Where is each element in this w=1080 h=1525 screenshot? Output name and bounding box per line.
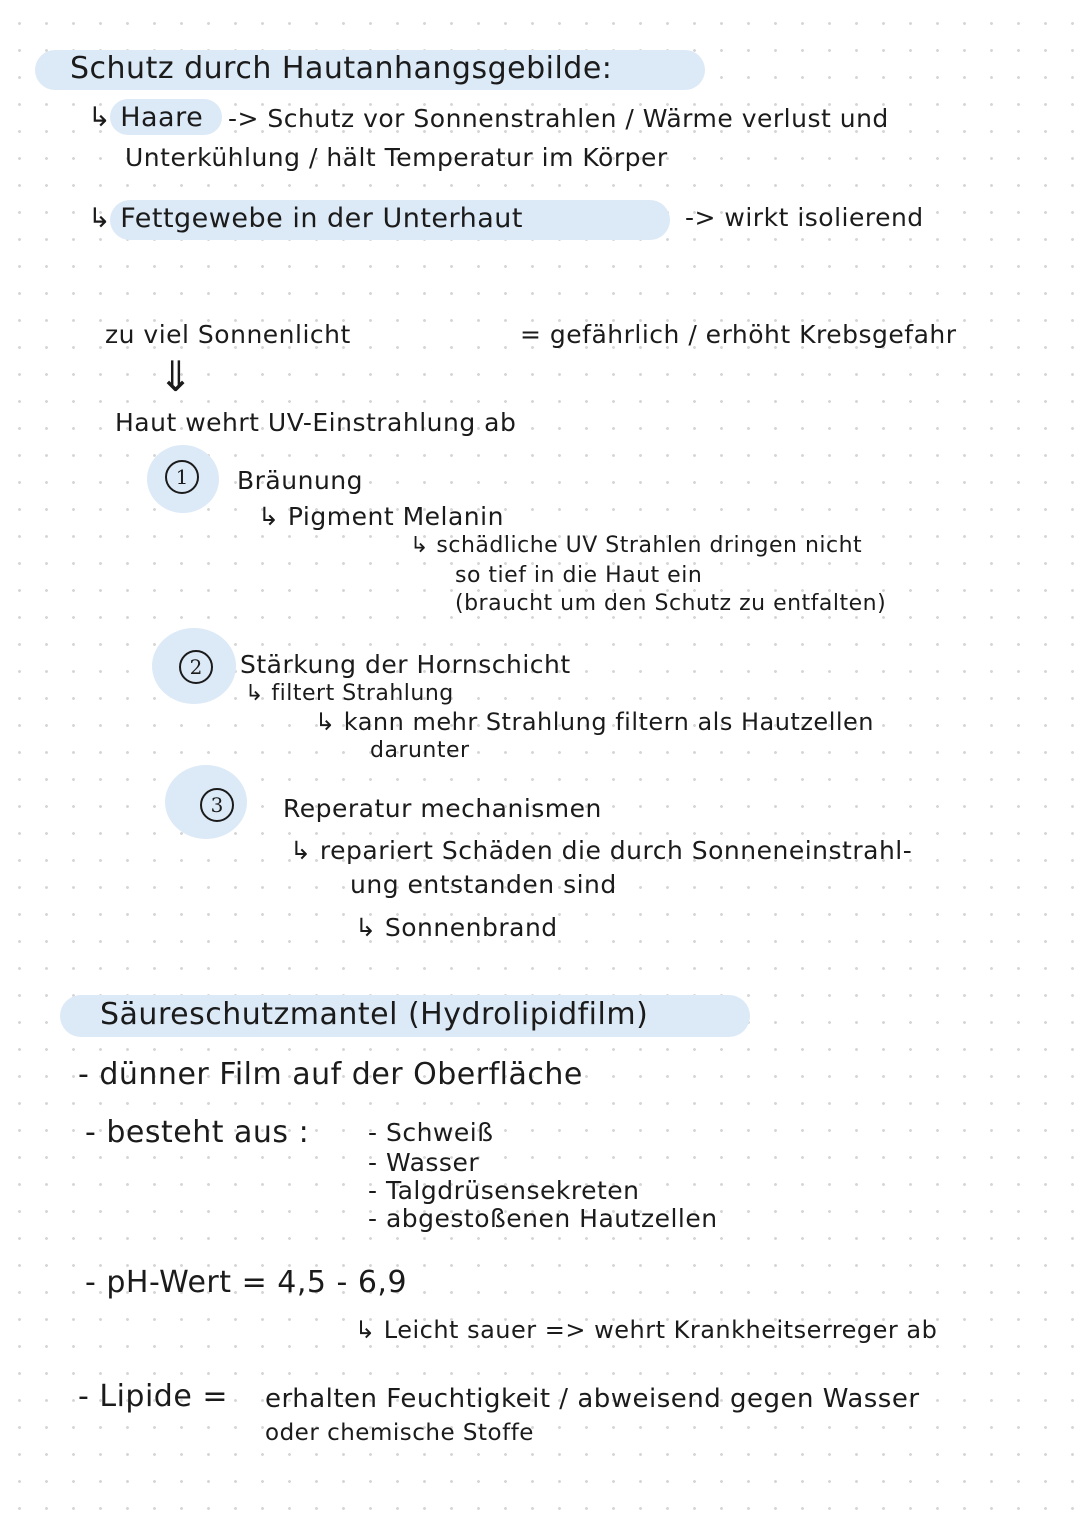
item1-line4: (braucht um den Schutz zu entfalten) [455, 591, 887, 616]
fett-label: ↳ Fettgewebe in der Unterhaut [88, 203, 524, 234]
section1-title: Schutz durch Hautanhangsgebilde: [70, 51, 613, 86]
component-2: - Wasser [368, 1148, 480, 1177]
item1-line2: ↳ schädliche UV Strahlen dringen nicht [410, 533, 863, 558]
item3-line1: ↳ repariert Schäden die durch Sonneneinstrahl- [290, 836, 913, 865]
lipide-label: - Lipide = [78, 1379, 228, 1414]
item2-line2: ↳ kann mehr Strahlung filtern als Hautzellen [315, 708, 875, 736]
component-4: - abgestoßenen Hautzellen [368, 1204, 718, 1233]
item3-title: Reperatur mechanismen [283, 794, 602, 823]
haare-text-line1: -> Schutz vor Sonnenstrahlen / Wärme verlust und [228, 104, 889, 133]
item3-line3: ↳ Sonnenbrand [355, 913, 558, 942]
haare-label: ↳ Haare [88, 102, 204, 133]
fett-text: -> wirkt isolierend [685, 203, 924, 232]
item1-line3: so tief in die Haut ein [455, 563, 703, 588]
double-down-arrow-icon: ⇓ [158, 352, 194, 401]
section2-title: Säureschutzmantel (Hydrolipidfilm) [100, 997, 649, 1032]
sun-danger: = gefährlich / erhöht Krebsgefahr [520, 320, 957, 349]
component-1: - Schweiß [368, 1118, 494, 1147]
item1-title: Bräunung [237, 466, 363, 495]
item2-title: Stärkung der Hornschicht [240, 650, 571, 679]
component-3: - Talgdrüsensekreten [368, 1176, 640, 1205]
item1-line1: ↳ Pigment Melanin [258, 502, 504, 531]
item2-line1: ↳ filtert Strahlung [245, 681, 454, 706]
besteht-label: - besteht aus : [85, 1115, 310, 1150]
sun-intro: zu viel Sonnenlicht [105, 320, 351, 349]
sun-defends: Haut wehrt UV-Einstrahlung ab [115, 408, 517, 437]
item1-number: 1 [165, 460, 199, 494]
lipide-line2: oder chemische Stoffe [265, 1420, 534, 1446]
film-line: - dünner Film auf der Oberfläche [78, 1057, 583, 1092]
lipide-line1: erhalten Feuchtigkeit / abweisend gegen Wasser [265, 1384, 920, 1414]
haare-text-line2: Unterkühlung / hält Temperatur im Körper [125, 143, 668, 172]
item2-line3: darunter [370, 738, 470, 763]
ph-note: ↳ Leicht sauer => wehrt Krankheitserreger ab [355, 1316, 938, 1344]
item3-number: 3 [200, 788, 234, 822]
item3-line2: ung entstanden sind [350, 870, 617, 899]
item2-number: 2 [179, 650, 213, 684]
ph-line: - pH-Wert = 4,5 - 6,9 [85, 1265, 408, 1300]
